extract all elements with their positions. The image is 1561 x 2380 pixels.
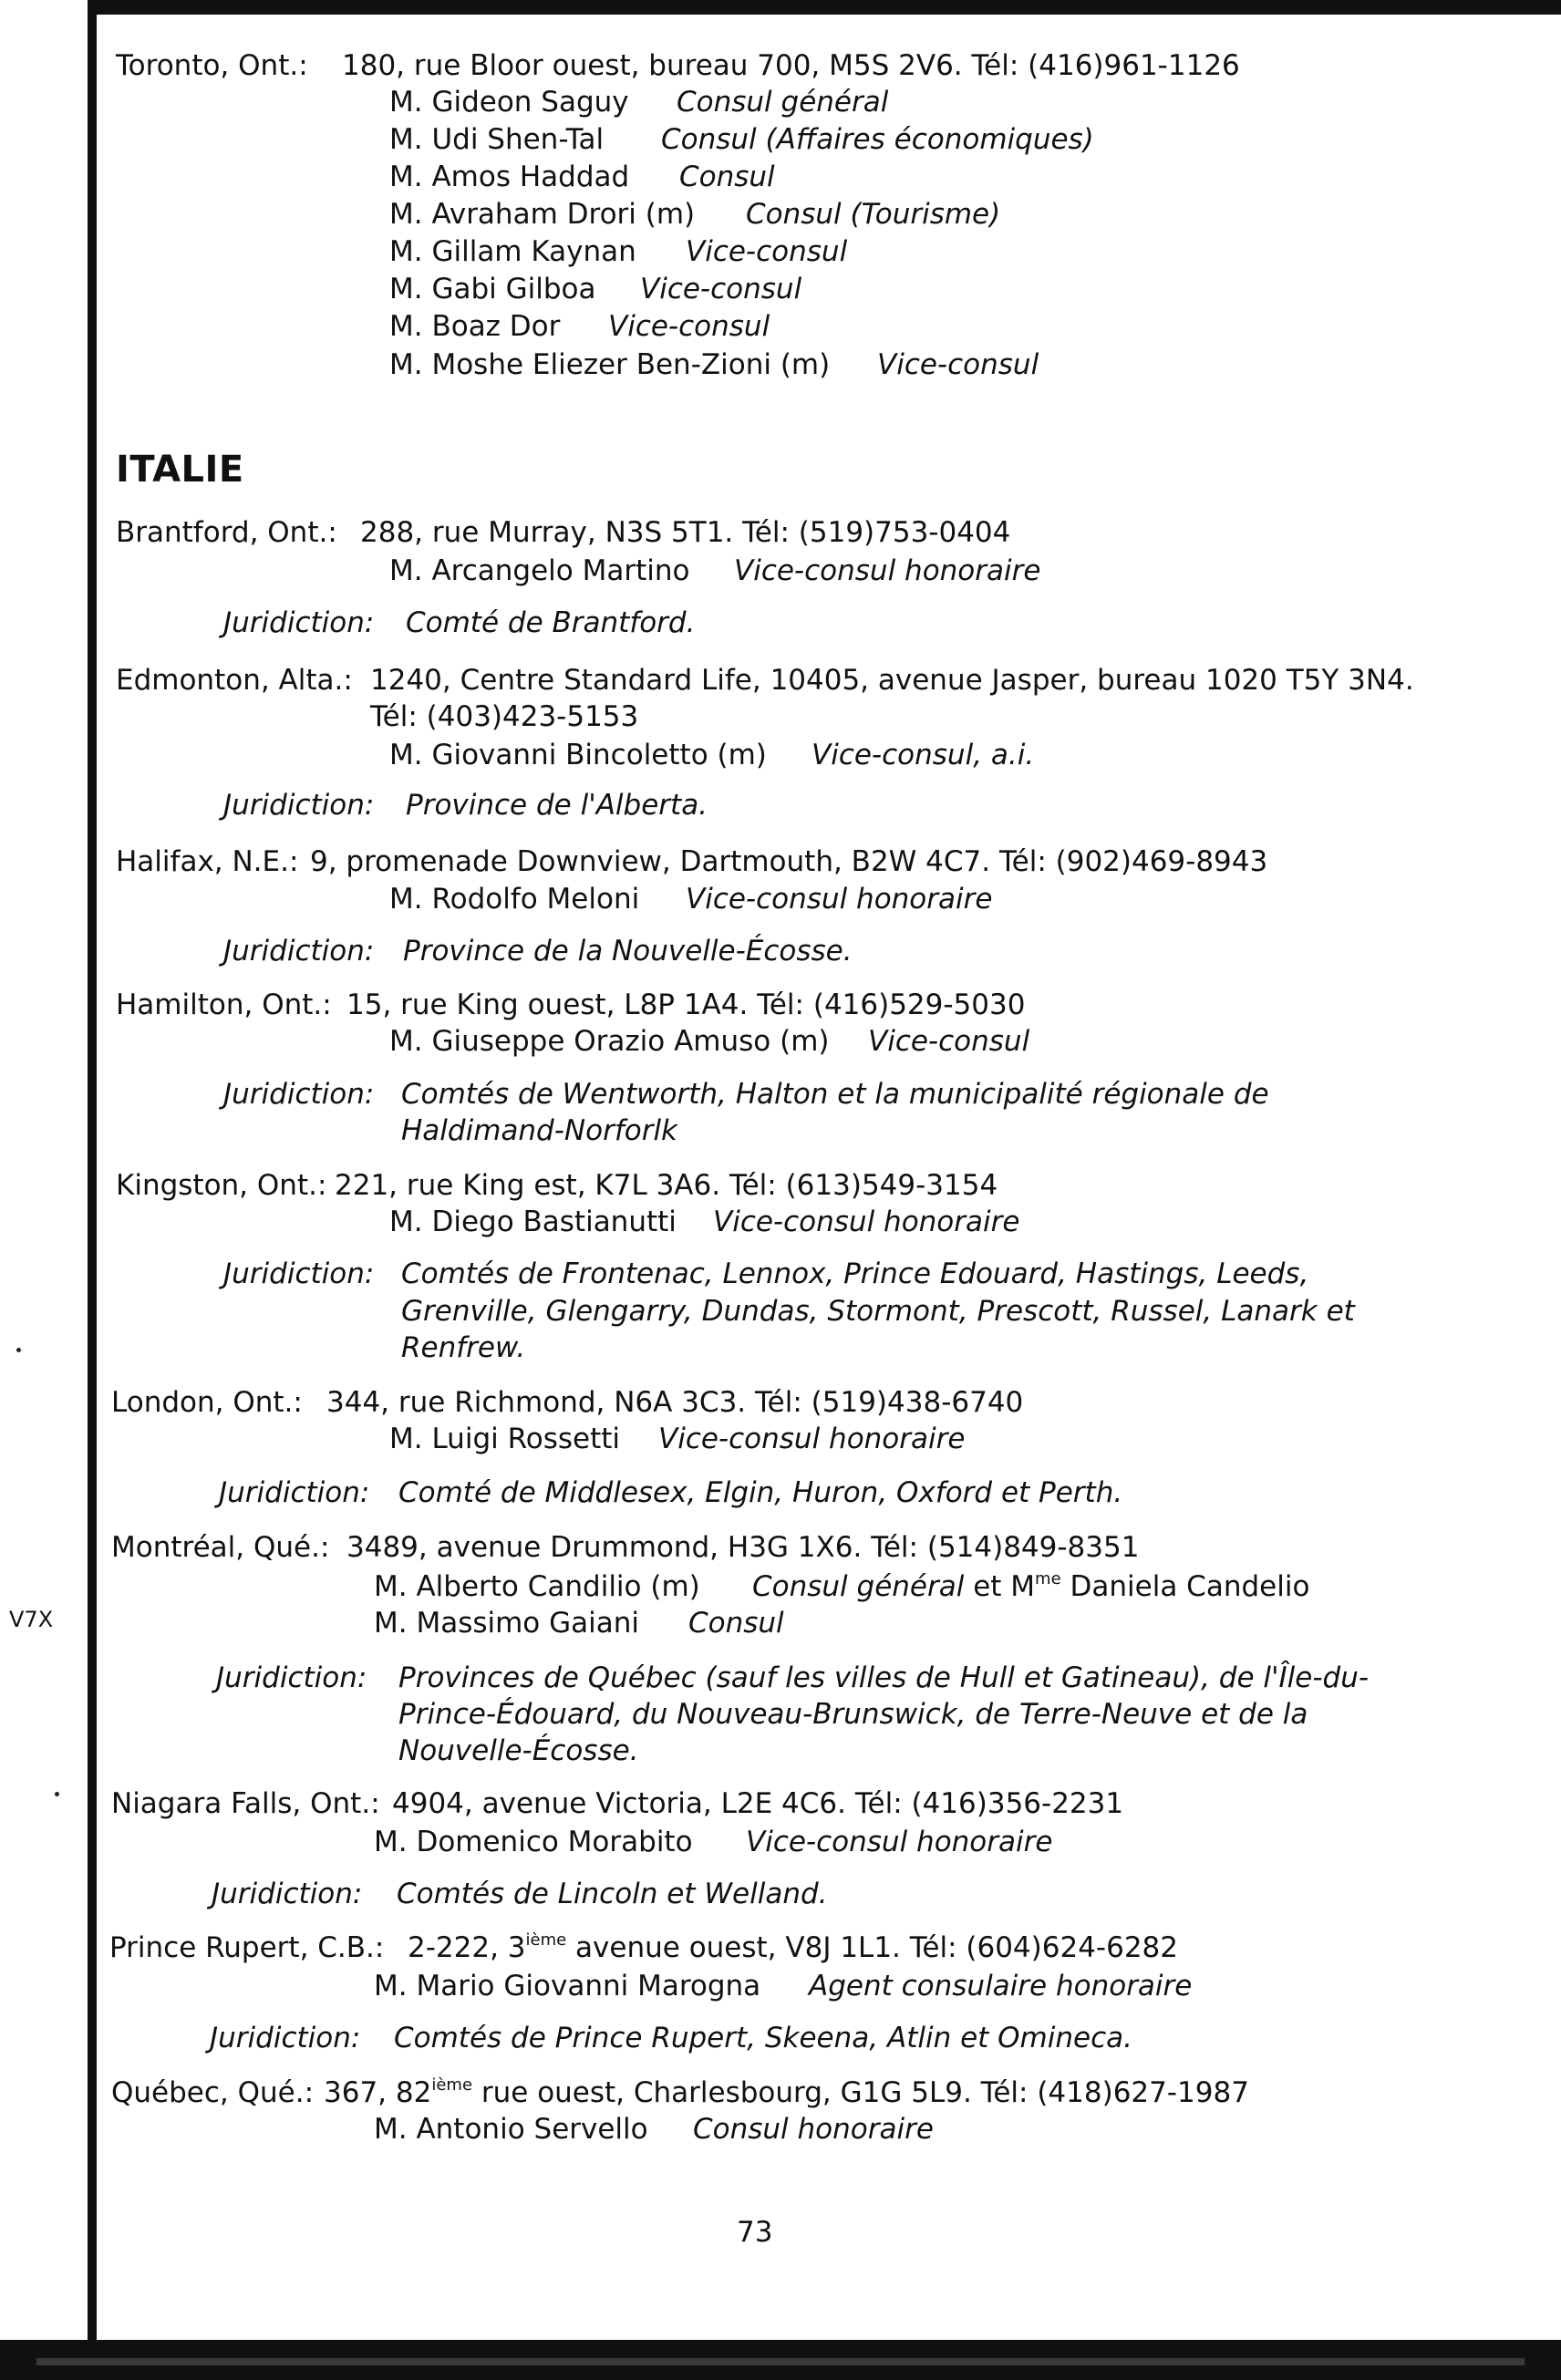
entry-city: Hamilton, Ont.: [116,988,332,1021]
entry-address-rest: avenue ouest, V8J 1L1. Tél: (604)624-6282 [566,1931,1179,1964]
juridiction-text: Comtés de Lincoln et Welland. [397,1878,828,1910]
entry-address: 367, 82 [324,2076,432,2109]
person-role-line [752,1568,1309,1605]
person-name: M. Antonio Servello [374,2113,648,2146]
juridiction-label: Juridiction: [223,606,375,639]
juridiction-text: Prince-Édouard, du Nouveau-Brunswick, de Terre-Neuve et de la [398,1698,1308,1731]
margin-dot [55,1792,59,1796]
entry-address: 3489, avenue Drummond, H3G 1X6. Tél: (514)849-8351 [346,1531,1140,1564]
person-role: Consul (Tourisme) [746,198,1001,231]
person-name: M. Amos Haddad [389,160,630,193]
entry-address-line2: Tél: (403)423-5153 [370,700,639,733]
person-role: Consul honoraire [693,2113,934,2146]
person-name: M. Giuseppe Orazio Amuso (m) [389,1025,830,1058]
entry-address-line [408,1930,1178,1966]
person-role: Vice-consul [608,310,770,343]
entry-city: Halifax, N.E.: [116,845,299,878]
person-name: M. Moshe Eliezer Ben-Zioni (m) [389,348,831,381]
person-role: Consul [679,160,775,193]
ordinal-sup: ième [431,2075,473,2095]
juridiction-text: Comtés de Wentworth, Halton et la municipalité régionale de [401,1078,1269,1111]
entry-address: 288, rue Murray, N3S 5T1. Tél: (519)753-0404 [360,516,1011,549]
entry-city: Toronto, Ont.: [116,49,308,82]
juridiction-text: Grenville, Glengarry, Dundas, Stormont, Prescott, Russel, Lanark et [401,1295,1355,1328]
entry-city: London, Ont.: [111,1386,303,1419]
person-role: Vice-consul [640,273,802,305]
entry-address-line [324,2075,1249,2111]
bottom-scan-noise [36,2358,1525,2365]
entry-address: 9, promenade Downview, Dartmouth, B2W 4C7. Tél: (902)469-8943 [310,845,1268,878]
juridiction-text: Province de l'Alberta. [406,789,708,822]
entry-address: 180, rue Bloor ouest, bureau 700, M5S 2V6. Tél: (416)961-1126 [342,49,1240,82]
entry-address: 2-222, 3 [408,1931,526,1964]
entry-city: Montréal, Qué.: [111,1531,330,1564]
page-number: 73 [737,2216,773,2249]
juridiction-label: Juridiction: [219,1476,370,1509]
person-role: Consul [688,1607,784,1640]
entry-address: 4904, avenue Victoria, L2E 4C6. Tél: (416)356-2231 [392,1787,1124,1820]
person-name: M. Boaz Dor [389,310,561,343]
juridiction-label: Juridiction: [223,789,375,822]
person-name: M. Mario Giovanni Marogna [374,1970,761,2002]
left-binding-rule [88,0,97,2340]
entry-city: Kingston, Ont.: [116,1169,327,1202]
margin-dot [16,1348,21,1352]
person-name: M. Domenico Morabito [374,1826,693,1858]
person-name: M. Alberto Candilio (m) [374,1570,700,1603]
juridiction-text: Comté de Middlesex, Elgin, Huron, Oxford et Perth. [398,1476,1123,1509]
juridiction-label: Juridiction: [223,1257,375,1290]
person-name: M. Diego Bastianutti [389,1206,677,1238]
entry-city: Edmonton, Alta.: [116,664,353,697]
entry-city: Niagara Falls, Ont.: [111,1787,380,1820]
spouse-name: Daniela Candelio [1060,1570,1310,1603]
juridiction-text: Haldimand-Norforlk [401,1114,678,1147]
juridiction-label: Juridiction: [223,935,375,968]
juridiction-text: Comtés de Prince Rupert, Skeena, Atlin et Omineca. [394,2022,1132,2054]
spouse-title-sup: me [1035,1568,1061,1588]
ordinal-sup: ième [525,1930,567,1950]
entry-address: 15, rue King ouest, L8P 1A4. Tél: (416)529-5030 [346,988,1026,1021]
person-role: Agent consulaire honoraire [809,1970,1193,2002]
margin-code: V7X [9,1607,54,1632]
top-scan-border [89,0,1561,15]
juridiction-text: Comtés de Frontenac, Lennox, Prince Edouard, Hastings, Leeds, [401,1257,1309,1290]
entry-address: 221, rue King est, K7L 3A6. Tél: (613)549-3154 [335,1169,998,1202]
person-name: M. Gideon Saguy [389,86,629,119]
spouse-prefix: et M [973,1570,1036,1603]
juridiction-text: Comté de Brantford. [406,606,696,639]
person-role: Vice-consul honoraire [734,554,1041,587]
entry-address: 1240, Centre Standard Life, 10405, avenue Jasper, bureau 1020 T5Y 3N4. [370,664,1414,697]
person-name: M. Arcangelo Martino [389,554,690,587]
person-role: Vice-consul [868,1025,1030,1058]
entry-city: Brantford, Ont.: [116,516,337,549]
section-title: ITALIE [116,449,244,491]
person-role: Vice-consul, a.i. [812,739,1035,771]
person-name: M. Avraham Drori (m) [389,198,696,231]
person-role: Vice-consul honoraire [713,1206,1020,1238]
person-name: M. Gillam Kaynan [389,235,636,268]
juridiction-text: Renfrew. [401,1331,526,1364]
person-name: M. Luigi Rossetti [389,1423,620,1455]
person-name: M. Rodolfo Meloni [389,883,640,916]
person-name: M. Gabi Gilboa [389,273,596,305]
person-role: Consul (Affaires économiques) [661,123,1094,156]
entry-city: Québec, Qué.: [111,2076,315,2109]
person-role: Vice-consul [686,235,848,268]
juridiction-label: Juridiction: [210,2022,361,2054]
juridiction-text: Nouvelle-Écosse. [398,1734,639,1767]
person-name: M. Udi Shen-Tal [389,123,605,156]
juridiction-text: Provinces de Québec (sauf les villes de Hull et Gatineau), de l'Île-du- [398,1661,1370,1694]
person-role: Consul général [677,86,889,119]
person-role: Vice-consul honoraire [658,1423,966,1455]
juridiction-text: Province de la Nouvelle-Écosse. [403,935,853,968]
person-role: Consul général [752,1570,965,1603]
juridiction-label: Juridiction: [216,1661,367,1694]
person-name: M. Giovanni Bincoletto (m) [389,739,767,771]
entry-address-rest: rue ouest, Charlesbourg, G1G 5L9. Tél: (418)627-1987 [472,2076,1249,2109]
person-role: Vice-consul [877,348,1039,381]
juridiction-label: Juridiction: [212,1878,363,1910]
person-name: M. Massimo Gaiani [374,1607,640,1640]
entry-city: Prince Rupert, C.B.: [109,1931,385,1964]
entry-address: 344, rue Richmond, N6A 3C3. Tél: (519)438-6740 [326,1386,1024,1419]
juridiction-label: Juridiction: [223,1078,375,1111]
person-role: Vice-consul honoraire [746,1826,1053,1858]
person-role: Vice-consul honoraire [686,883,993,916]
